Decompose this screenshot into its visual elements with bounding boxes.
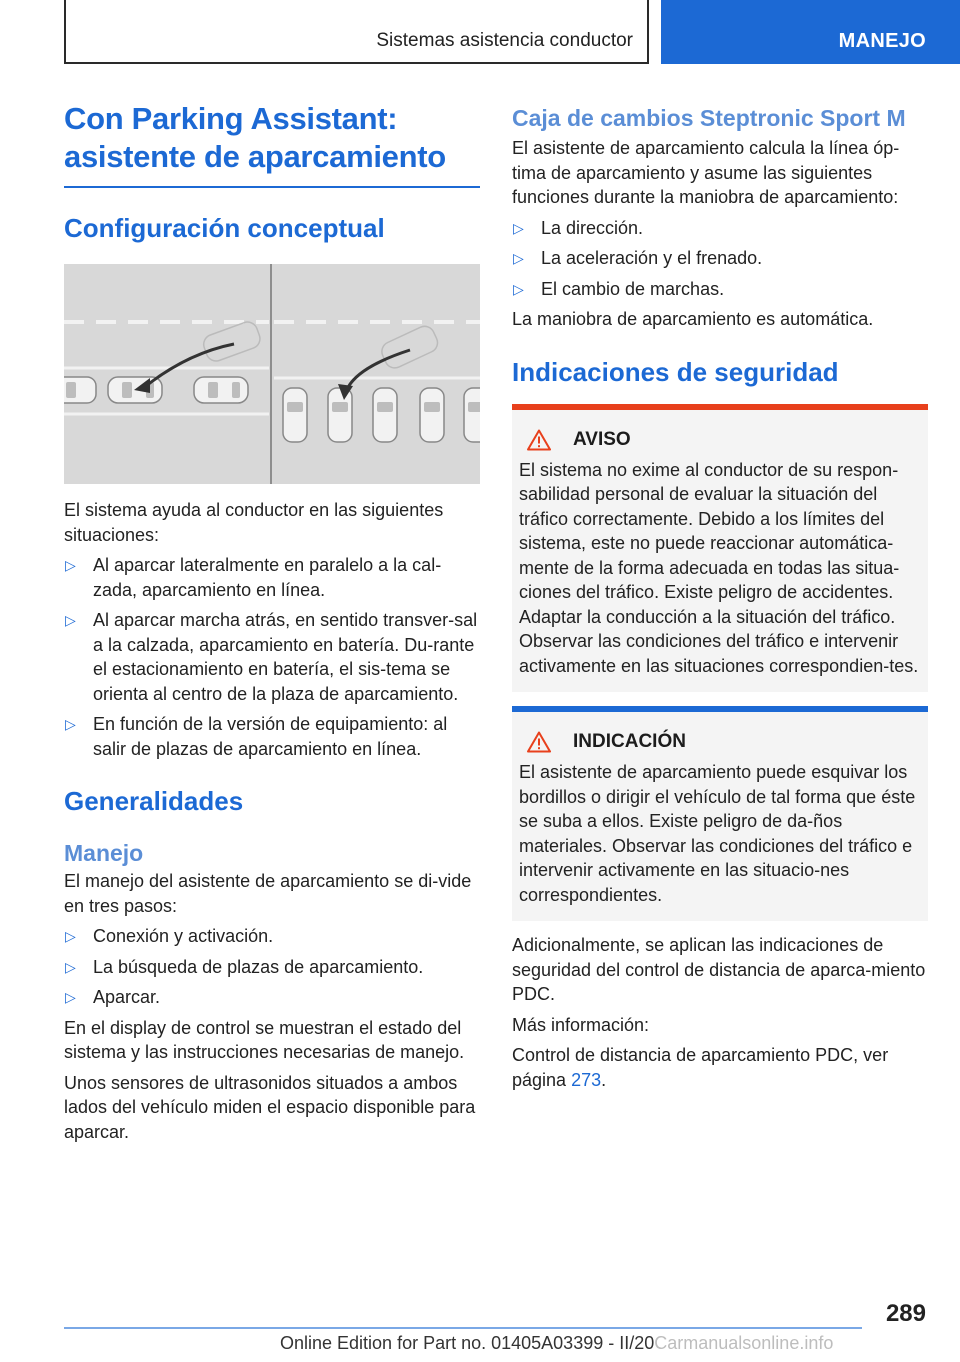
heading-safety: Indicaciones de seguridad <box>512 356 839 387</box>
list-item: ▷ La dirección. <box>512 216 928 241</box>
header-chapter-tab[interactable] <box>661 0 960 64</box>
display-text: En el display de control se muestran el estado del sistema y las instrucciones necesarias de manejo. <box>64 1017 465 1062</box>
more-info-label: Más información: <box>512 1014 650 1035</box>
pdc-text: Adicionalmente, se aplican las indicaciones de seguridad del control de distancia de aparca-miento PDC. <box>512 935 926 1004</box>
page-link[interactable]: 273 <box>571 1069 602 1090</box>
triangle-bullet-icon: ▷ <box>513 280 524 297</box>
watermark: Carmanualsonline.info <box>654 1333 834 1353</box>
edition-text: Online Edition for Part no. 01405A03399 - II/20 <box>280 1333 655 1353</box>
reference-text: Control de distancia de aparcamiento PDC, ver página 273. <box>512 1045 889 1090</box>
header-section-tab <box>64 0 649 64</box>
list-item: ▷ La búsqueda de plazas de aparcamiento. <box>64 955 480 980</box>
triangle-bullet-icon: ▷ <box>65 612 76 628</box>
triangle-bullet-icon: ▷ <box>65 716 76 732</box>
notice-text: El asistente de aparcamiento puede esquivar los bordillos o dirigir el vehículo de tal forma que éste se suba a ellos. Existe peligro de da-ños materiales. Observar las condiciones del tráfico e intervenir activamente en las situacio-nes correspondientes. <box>519 762 916 905</box>
page-title: Con Parking Assistant: asistente de aparcamiento <box>64 101 446 174</box>
triangle-bullet-icon: ▷ <box>513 250 524 266</box>
warning-triangle-icon <box>527 429 551 451</box>
warning-box <box>512 404 928 693</box>
left-column <box>64 100 480 1144</box>
right-column <box>512 100 928 1092</box>
heading-gearbox: Caja de cambios Steptronic Sport M <box>512 105 906 131</box>
page-number: 289 <box>885 1300 926 1327</box>
triangle-bullet-icon: ▷ <box>513 219 524 236</box>
heading-manejo: Manejo <box>64 840 144 866</box>
list-item: ▷ Conexión y activación. <box>64 924 480 949</box>
footer-rule <box>64 1327 862 1329</box>
warning-title: AVISO <box>573 428 631 450</box>
section-title: Sistemas asistencia conductor <box>376 30 633 51</box>
notice-title: INDICACIÓN <box>573 731 686 752</box>
parking-illustration <box>64 264 480 484</box>
triangle-bullet-icon: ▷ <box>65 557 76 573</box>
notice-title-row <box>519 730 922 754</box>
manejo-list <box>64 924 480 1010</box>
sensors-text: Unos sensores de ultrasonidos situados a ambos lados del vehículo miden el espacio disponible para aparcar. <box>64 1072 476 1142</box>
chapter-title: MANEJO <box>838 30 926 52</box>
list-item: ▷ Al aparcar lateralmente en paralelo a la cal-zada, aparcamiento en línea. <box>65 555 442 600</box>
gearbox-intro: El asistente de aparcamiento calcula la línea óp-tima de aparcamiento y asume las siguientes funciones durante la maniobra de aparcamiento: <box>512 138 900 207</box>
list-item: ▷ Al aparcar marcha atrás, en sentido transver-sal a la calzada, aparcamiento en batería. Du-rante el estacionamiento en batería, el sis-tema se orienta al centro de la plaza de aparcamiento. <box>65 610 478 704</box>
triangle-bullet-icon: ▷ <box>65 928 76 944</box>
concept-intro: El sistema ayuda al conductor en las siguientes situaciones: <box>64 500 444 545</box>
list-item: ▷ En función de la versión de equipamiento: al salir de plazas de aparcamiento en línea. <box>65 714 448 759</box>
list-item: ▷ La aceleración y el frenado. <box>512 246 928 271</box>
notice-box <box>512 706 928 921</box>
title-rule <box>64 186 480 188</box>
heading-concept: Configuración conceptual <box>64 213 385 243</box>
triangle-bullet-icon: ▷ <box>65 989 76 1005</box>
manejo-intro: El manejo del asistente de aparcamiento se di-vide en tres pasos: <box>64 871 472 916</box>
heading-general: Generalidades <box>64 786 244 816</box>
warning-text: El sistema no exime al conductor de su respon-sabilidad personal de evaluar la situación del tráfico correctamente. Debido a los límites del sistema, este no puede reaccionar automática-mente de la forma adecuada en todas las situa-ciones del tráfico. Existe peligro de accidentes. Adaptar la conducción a la situación del tráfico. Observar las condiciones del tráfico e intervenir activamente en las situaciones correspondien-tes. <box>519 459 919 676</box>
list-item: ▷ El cambio de marchas. <box>512 277 928 302</box>
triangle-bullet-icon: ▷ <box>65 958 76 975</box>
concept-list <box>64 553 480 761</box>
warning-title-row <box>519 428 922 452</box>
parking-diagram-icon <box>64 264 480 484</box>
list-item: ▷ Aparcar. <box>64 985 480 1010</box>
footer-text <box>280 1333 833 1354</box>
gearbox-list <box>512 216 928 302</box>
warning-triangle-icon <box>527 731 551 753</box>
gearbox-outro: La maniobra de aparcamiento es automática. <box>512 309 874 329</box>
